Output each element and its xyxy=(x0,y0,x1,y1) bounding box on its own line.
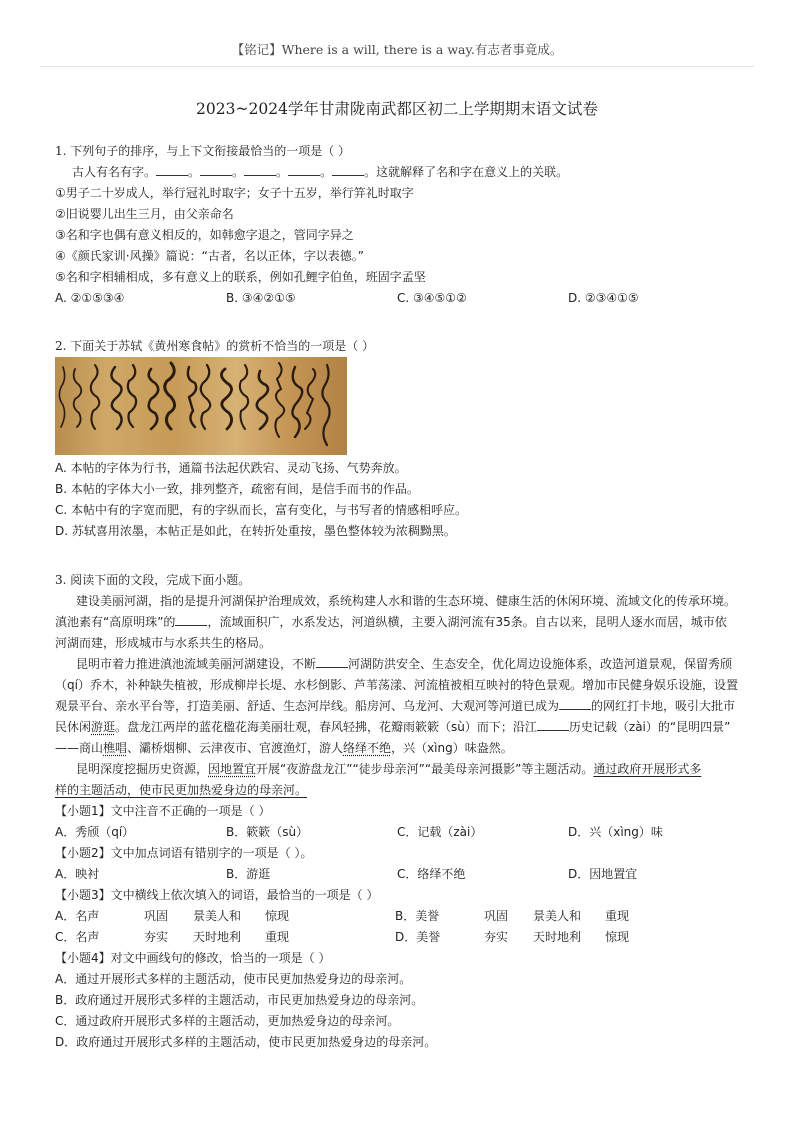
q3-blank-2 xyxy=(316,656,348,668)
q1-lead: 古人有名有字。 xyxy=(72,165,157,179)
sub1-option-c[interactable]: C．记载（zài） xyxy=(397,825,483,839)
sub3-option-word: D．美誉 xyxy=(395,930,441,944)
q1-item: ①男子二十岁成人，举行冠礼时取字；女子十五岁，举行笄礼时取字 xyxy=(55,186,414,200)
calligraphy-image xyxy=(55,357,347,455)
sub3-option-word: 景美人和 xyxy=(193,909,242,923)
sub3-option-word: 夯实 xyxy=(144,930,169,944)
q1-blank-5 xyxy=(332,164,364,176)
sub4-option-d[interactable]: D．政府通过开展形式多样的主题活动，使市民更加热爱身边的母亲河。 xyxy=(55,1035,437,1049)
q3-passage-line xyxy=(76,656,732,672)
underlined-sentence-end: 样的主题活动，使市民更加热爱身边的母亲河。 xyxy=(55,783,308,797)
sub3-option-word: 惊现 xyxy=(265,909,290,923)
sub4-option-c[interactable]: C．通过政府开展形式多样的主题活动，更加热爱身边的母亲河。 xyxy=(55,1014,400,1028)
sub2-option-a[interactable]: A．映衬 xyxy=(55,867,100,881)
q3-text: 的网红打卡地，吸引大批市 xyxy=(591,699,736,713)
sub3-option-word: 巩固 xyxy=(144,909,169,923)
sub4-stem: 【小题4】对文中画线句的修改，恰当的一项是（ ） xyxy=(55,951,331,965)
q2-option-b[interactable]: B. 本帖的字体大小一致，排列整齐，疏密有间，是信手而书的作品。 xyxy=(55,482,419,496)
sub4-option-b[interactable]: B．政府通过开展形式多样的主题活动，市民更加热爱身边的母亲河。 xyxy=(55,993,424,1007)
q3-text: ，流域面积广，水系发达，河道纵横，主要入湖河流有35条。自古以来，昆明人逐水而居，城市依 xyxy=(207,615,727,629)
sub3-option-word: B．美誉 xyxy=(395,909,440,923)
q1-item: ②旧说婴儿出生三月，由父亲命名 xyxy=(55,207,234,221)
q1-tail: 这就解释了名和字在意义上的关联。 xyxy=(376,165,569,179)
q3-text: 。盘龙江两岸的蓝花楹花海美丽壮观，春风轻拂，花瓣雨簌簌（sù）而下；沿江 xyxy=(115,720,537,734)
q1-item: ④《颜氏家训·风操》篇说：“古者，名以正体，字以表德。” xyxy=(55,249,365,263)
q3-text: 昆明市着力推进滇池流域美丽河湖建设，不断 xyxy=(76,657,317,671)
q3-blank-3 xyxy=(559,698,591,710)
sub2-option-d[interactable]: D．因地置宜 xyxy=(568,867,638,881)
q2-option-d[interactable]: D. 苏轼喜用浓墨，本帖正是如此，在转折处重按，墨色整体较为浓稠黝黑。 xyxy=(55,524,456,538)
q3-passage-line xyxy=(55,719,730,735)
sub2-stem: 【小题2】文中加点词语有错别字的一项是（ ）。 xyxy=(55,846,313,860)
sub3-option-word: 夯实 xyxy=(484,930,509,944)
sub1-option-a[interactable]: A．秀颀（qí） xyxy=(55,825,135,839)
sub3-option-word: 重现 xyxy=(265,930,290,944)
sub3-option-word: 重现 xyxy=(605,909,630,923)
sub3-option-word: A．名声 xyxy=(55,909,100,923)
sub4-option-a[interactable]: A．通过开展形式多样的主题活动，使市民更加热爱身边的母亲河。 xyxy=(55,972,412,986)
sub3-option-word: 天时地利 xyxy=(533,930,582,944)
sub1-option-d[interactable]: D．兴（xìng）味 xyxy=(568,825,663,839)
q3-text: 开展“夜游盘龙江”“徒步母亲河”“最美母亲河摄影”等主题活动。 xyxy=(256,762,594,776)
q1-blank-1 xyxy=(156,164,188,176)
q1-blank-2 xyxy=(200,164,232,176)
underlined-sentence-start: 通过政府开展形式多 xyxy=(593,762,702,776)
q3-passage-line xyxy=(55,614,727,630)
q3-passage-line xyxy=(55,698,735,714)
q1-blank-4 xyxy=(288,164,320,176)
q3-header: 3. 阅读下面的文段，完成下面小题。 xyxy=(55,573,251,587)
q3-blank-1 xyxy=(175,614,207,626)
q3-text: 滇池素有“高原明珠”的 xyxy=(55,615,176,629)
dotted-word-yindi: 因地置宜 xyxy=(208,762,257,776)
q1-item: ③名和字也偶有意义相反的，如韩愈字退之，管同字异之 xyxy=(55,228,354,242)
sub3-option-word: 巩固 xyxy=(484,909,509,923)
q1-lead-line: 古人有名有字。 。 。 。 。 。这就解释了名和字在意义上的关联。 xyxy=(72,165,569,179)
q3-text: 昆明深度挖掘历史资源， xyxy=(76,762,209,776)
sub2-option-b[interactable]: B．游逛 xyxy=(226,867,271,881)
dotted-word-luoyi: 络绎不绝 xyxy=(343,741,392,755)
q3-passage-line xyxy=(76,761,701,777)
q3-passage-line xyxy=(55,740,513,756)
sub2-option-c[interactable]: C．络绎不绝 xyxy=(397,867,466,881)
q3-text: 观景平台、亲水平台等，打造美丽、舒适、生态河岸线。船房河、乌龙河、大观河等河道已成为 xyxy=(55,699,560,713)
q1-option-b[interactable]: B. ③④②①⑤ xyxy=(226,291,296,305)
page-motto: 【铭记】Where is a will, there is a way.有志者事竟成。 xyxy=(231,42,563,57)
sub3-option-word: 惊现 xyxy=(605,930,630,944)
sub1-stem: 【小题1】文中注音不正确的一项是（ ） xyxy=(55,804,271,818)
q2-option-a[interactable]: A. 本帖的字体为行书，通篇书法起伏跌宕、灵动飞扬、气势奔放。 xyxy=(55,461,407,475)
q1-blank-3 xyxy=(244,164,276,176)
q3-text: 民休闲 xyxy=(55,720,92,734)
q3-passage-line: 建设美丽河湖，指的是提升河湖保护治理成效，系统构建人水和谐的生态环境、健康生活的休闲环境、流域文化的传承环境。 xyxy=(76,594,737,608)
sub1-option-b[interactable]: B．簌簌（sù） xyxy=(226,825,309,839)
q1-option-a[interactable]: A. ②①⑤③④ xyxy=(55,291,125,305)
sub3-stem: 【小题3】文中横线上依次填入的词语，最恰当的一项是（ ） xyxy=(55,888,379,902)
q3-text: 河湖防洪安全、生态安全，优化周边设施体系，改造河道景观，保留秀颀 xyxy=(348,657,733,671)
dotted-word-youguang: 游逛 xyxy=(91,720,116,734)
q3-text: ——商山 xyxy=(55,741,104,755)
q3-passage-line: （qí）乔木，补种缺失植被，形成柳岸长堤、水杉倒影、芦苇荡漾、河流植被相互映衬的特色景观。增加市民健身娱乐设施，设置 xyxy=(55,678,738,692)
q3-text: 、灞桥烟柳、云津夜市、官渡渔灯，游人 xyxy=(127,741,344,755)
header-divider xyxy=(40,66,754,67)
q1-header: 1. 下列句子的排序，与上下文衔接最恰当的一项是（ ） xyxy=(55,144,351,158)
q2-option-c[interactable]: C. 本帖中有的字宽而肥，有的字纵而长，富有变化，与书写者的情感相呼应。 xyxy=(55,503,468,517)
q3-text: ，兴（xìng）味盎然。 xyxy=(391,741,513,755)
q1-option-d[interactable]: D. ②③④①⑤ xyxy=(568,291,639,305)
q1-item: ⑤名和字相辅相成，多有意义上的联系，例如孔鲤字伯鱼，班固字孟坚 xyxy=(55,270,426,284)
dotted-word-qiaochang: 樵唱 xyxy=(103,741,128,755)
q1-option-c[interactable]: C. ③④⑤①② xyxy=(397,291,467,305)
sub3-option-word: C．名声 xyxy=(55,930,100,944)
sub3-option-word: 天时地利 xyxy=(193,930,242,944)
q3-blank-4 xyxy=(537,719,569,731)
q2-header: 2. 下面关于苏轼《黄州寒食帖》的赏析不恰当的一项是（ ） xyxy=(55,339,375,353)
exam-title: 2023~2024学年甘肃陇南武都区初二上学期期末语文试卷 xyxy=(196,100,598,118)
calligraphy-strokes xyxy=(55,357,347,455)
sub3-option-word: 景美人和 xyxy=(533,909,582,923)
q3-passage-line: 河湖而建，形成城市与水系共生的格局。 xyxy=(55,636,272,650)
q3-text: 历史记载（zài）的“昆明四景” xyxy=(568,720,731,734)
